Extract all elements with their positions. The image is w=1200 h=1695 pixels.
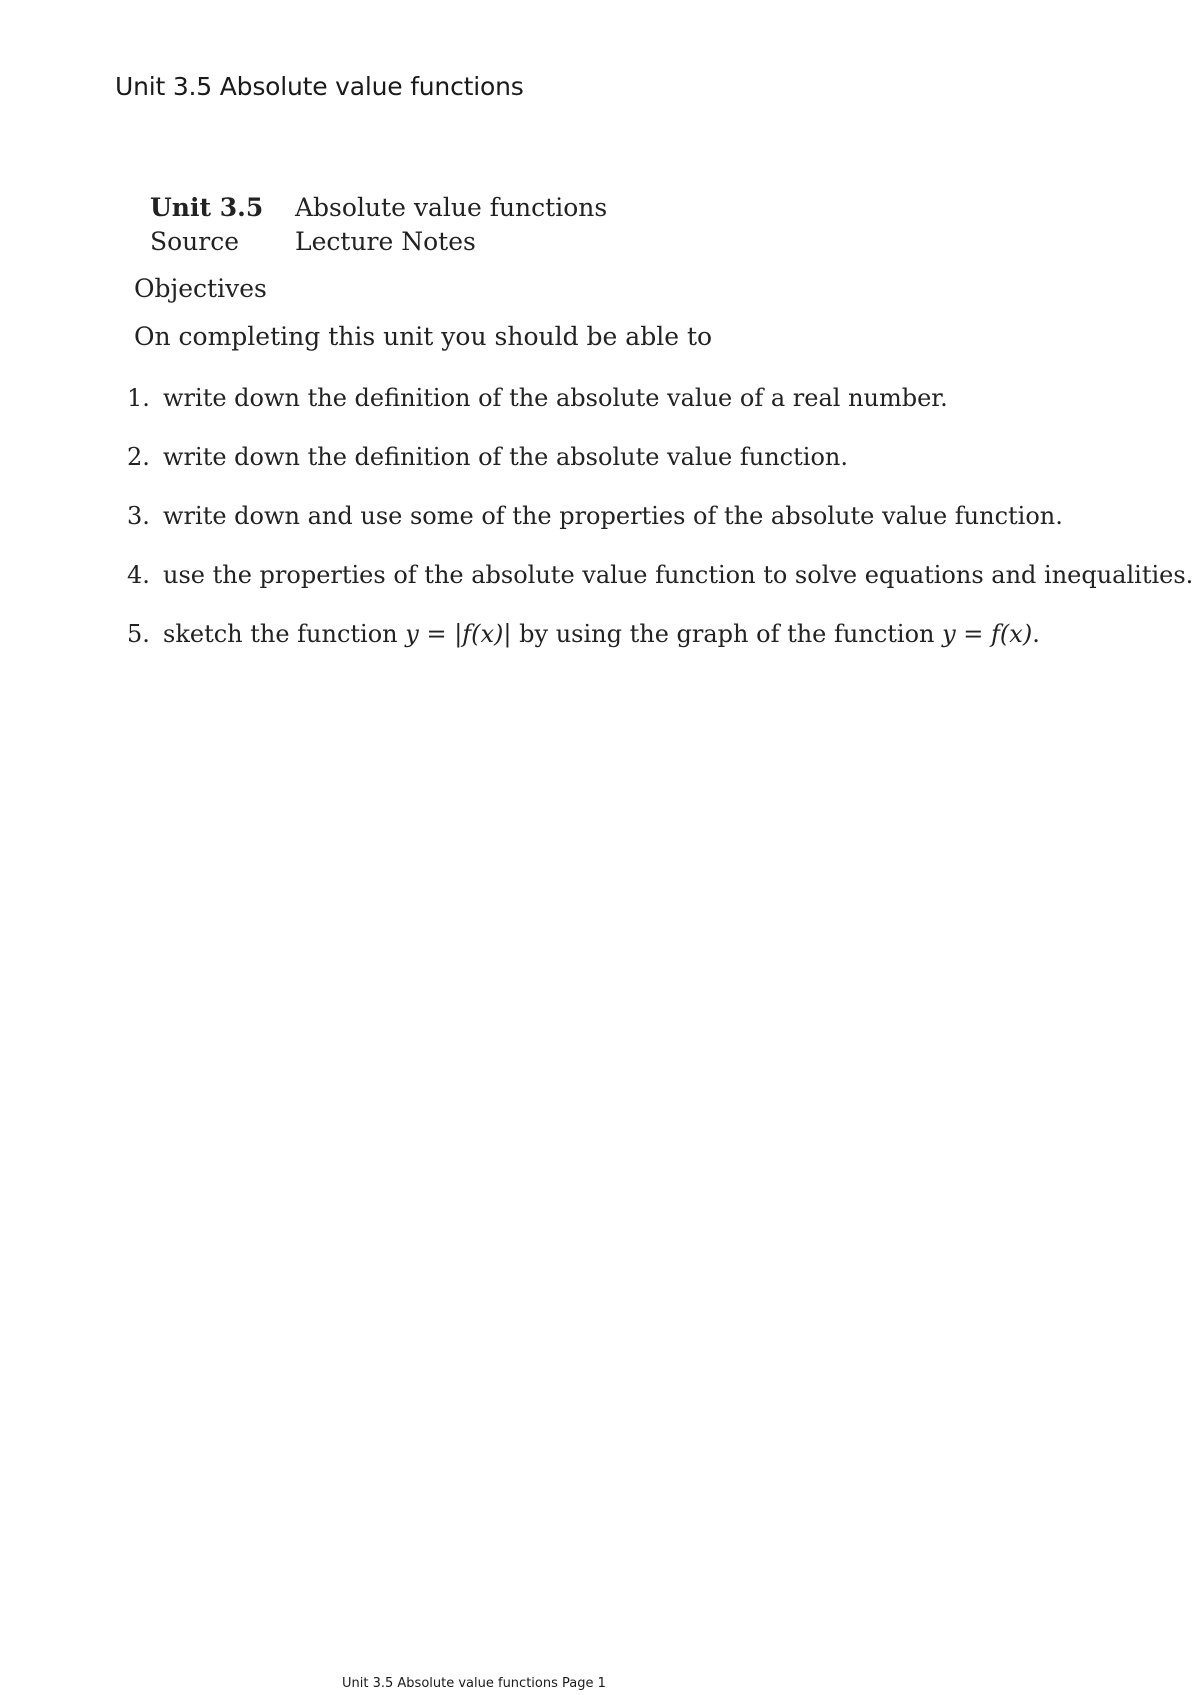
objective-item-3: [127, 502, 1193, 561]
objective-text-after: .: [1032, 620, 1040, 648]
objectives-list: [127, 384, 1193, 679]
objective-number: 4.: [127, 561, 150, 589]
objective-text: write down and use some of the properties of the absolute value function.: [163, 502, 1063, 530]
objective-text: write down the definition of the absolute value of a real number.: [163, 384, 948, 412]
objective-item-1: [127, 384, 1193, 443]
objective-number: 2.: [127, 443, 150, 471]
source-key: Source: [150, 226, 240, 256]
objective-item-5: [127, 620, 1193, 679]
objective-text-before: sketch the function: [163, 620, 406, 648]
objective-number: 3.: [127, 502, 150, 530]
objective-number: 5.: [127, 620, 150, 648]
unit-row: [150, 190, 607, 224]
unit-info-table: [150, 190, 607, 258]
unit-key: Unit 3.5: [150, 192, 264, 222]
source-row: [150, 224, 607, 258]
objective-number: 1.: [127, 384, 150, 412]
objective-item-4: [127, 561, 1193, 620]
objective-item-2: [127, 443, 1193, 502]
source-value: Lecture Notes: [295, 226, 476, 256]
page-footer: Unit 3.5 Absolute value functions Page 1: [342, 1676, 606, 1691]
objectives-heading: Objectives: [134, 274, 267, 303]
objectives-intro: On completing this unit you should be able to: [134, 322, 713, 351]
objective-text: write down the definition of the absolute value function.: [163, 443, 848, 471]
unit-value: Absolute value functions: [295, 192, 608, 222]
objective-text-middle: by using the graph of the function: [511, 620, 943, 648]
math-expression-abs: y = |f(x)|: [405, 620, 512, 648]
objective-text: use the properties of the absolute value function to solve equations and inequalities.: [163, 561, 1194, 589]
math-expression-f: y = f(x): [942, 620, 1033, 648]
page-title: Unit 3.5 Absolute value functions: [115, 72, 524, 101]
